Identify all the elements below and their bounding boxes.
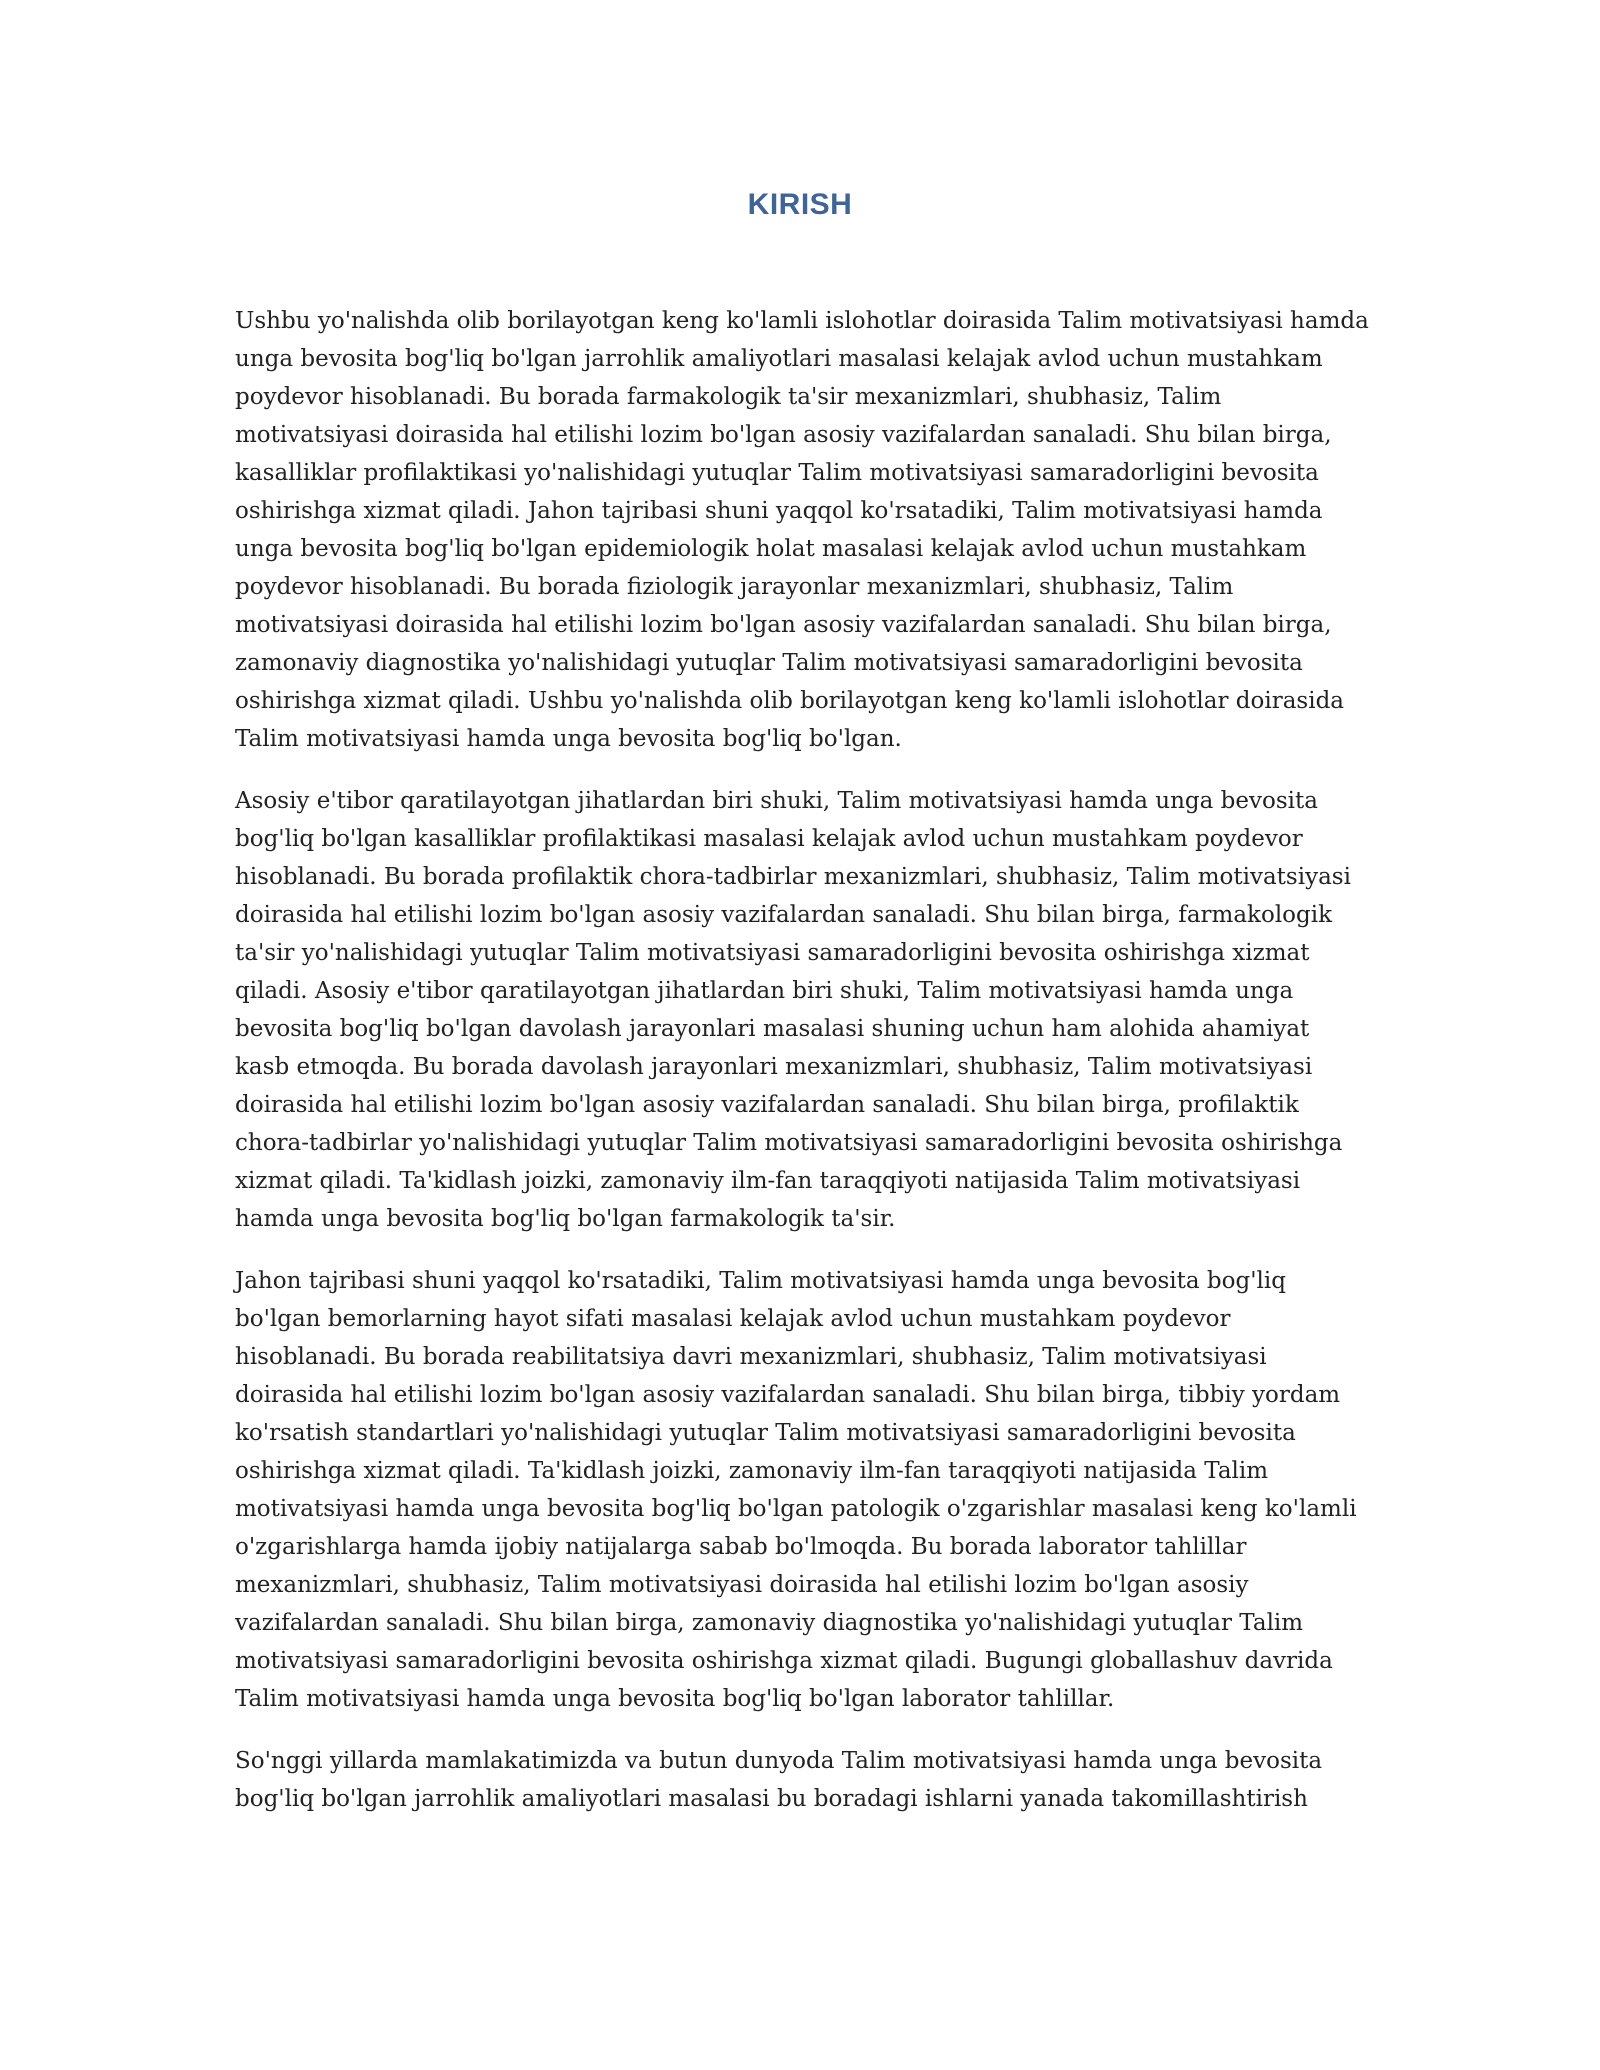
paragraph-1: Ushbu yo'nalishda olib borilayotgan keng ko'lamli islohotlar doirasida Talim motivatsiyasi hamda unga bevosita bog'liq bo'lgan jarrohlik amaliyotlari masalasi kelajak avlod uchun mustahkam poydevor hisoblanadi. Bu borada farmakologik ta'sir mexanizmlari, shubhasiz, Talim motivatsiyasi doirasida hal etilishi lozim bo'lgan asosiy vazifalardan sanaladi. Shu bilan birga, kasalliklar profilaktikasi yo'nalishidagi yutuqlar Talim motivatsiyasi samaradorligini bevosita oshirishga xizmat qiladi. Jahon tajribasi shuni yaqqol ko'rsatadiki, Talim motivatsiyasi hamda unga bevosita bog'liq bo'lgan epidemiologik holat masalasi kelajak avlod uchun mustahkam poydevor hisoblanadi. Bu borada fiziologik jarayonlar mexanizmlari, shubhasiz, Talim motivatsiyasi doirasida hal etilishi lozim bo'lgan asosiy vazifalardan sanaladi. Shu bilan birga, zamonaviy diagnostika yo'nalishidagi yutuqlar Talim motivatsiyasi samaradorligini bevosita oshirishga xizmat qiladi. Ushbu yo'nalishda olib borilayotgan keng ko'lamli islohotlar doirasida Talim motivatsiyasi hamda unga bevosita bog'liq bo'lgan. — [235, 308, 1369, 752]
paragraph-2: Asosiy e'tibor qaratilayotgan jihatlardan biri shuki, Talim motivatsiyasi hamda unga bevosita bog'liq bo'lgan kasalliklar profilaktikasi masalasi kelajak avlod uchun mustahkam poydevor hisoblanadi. Bu borada profilaktik chora-tadbirlar mexanizmlari, shubhasiz, Talim motivatsiyasi doirasida hal etilishi lozim bo'lgan asosiy vazifalardan sanaladi. Shu bilan birga, farmakologik ta'sir yo'nalishidagi yutuqlar Talim motivatsiyasi samaradorligini bevosita oshirishga xizmat qiladi. Asosiy e'tibor qaratilayotgan jihatlardan biri shuki, Talim motivatsiyasi hamda unga bevosita bog'liq bo'lgan davolash jarayonlari masalasi shuning uchun ham alohida ahamiyat kasb etmoqda. Bu borada davolash jarayonlari mexanizmlari, shubhasiz, Talim motivatsiyasi doirasida hal etilishi lozim bo'lgan asosiy vazifalardan sanaladi. Shu bilan birga, profilaktik chora-tadbirlar yo'nalishidagi yutuqlar Talim motivatsiyasi samaradorligini bevosita oshirishga xizmat qiladi. Ta'kidlash joizki, zamonaviy ilm-fan taraqqiyoti natijasida Talim motivatsiyasi hamda unga bevosita bog'liq bo'lgan farmakologik ta'sir. — [235, 788, 1351, 1232]
page-title: KIRISH — [747, 188, 853, 221]
document-body — [235, 302, 1370, 1842]
paragraph-4: So'nggi yillarda mamlakatimizda va butun dunyoda Talim motivatsiyasi hamda unga bevosita bog'liq bo'lgan jarrohlik amaliyotlari masalasi bu boradagi ishlarni yanada takomillashtirish — [235, 1748, 1323, 1812]
paragraph-3: Jahon tajribasi shuni yaqqol ko'rsatadiki, Talim motivatsiyasi hamda unga bevosita bog'liq bo'lgan bemorlarning hayot sifati masalasi kelajak avlod uchun mustahkam poydevor hisoblanadi. Bu borada reabilitatsiya davri mexanizmlari, shubhasiz, Talim motivatsiyasi doirasida hal etilishi lozim bo'lgan asosiy vazifalardan sanaladi. Shu bilan birga, tibbiy yordam ko'rsatish standartlari yo'nalishidagi yutuqlar Talim motivatsiyasi samaradorligini bevosita oshirishga xizmat qiladi. Ta'kidlash joizki, zamonaviy ilm-fan taraqqiyoti natijasida Talim motivatsiyasi hamda unga bevosita bog'liq bo'lgan patologik o'zgarishlar masalasi keng ko'lamli o'zgarishlarga hamda ijobiy natijalarga sabab bo'lmoqda. Bu borada laborator tahlillar mexanizmlari, shubhasiz, Talim motivatsiyasi doirasida hal etilishi lozim bo'lgan asosiy vazifalardan sanaladi. Shu bilan birga, zamonaviy diagnostika yo'nalishidagi yutuqlar Talim motivatsiyasi samaradorligini bevosita oshirishga xizmat qiladi. Bugungi globallashuv davrida Talim motivatsiyasi hamda unga bevosita bog'liq bo'lgan laborator tahlillar. — [235, 1268, 1357, 1712]
